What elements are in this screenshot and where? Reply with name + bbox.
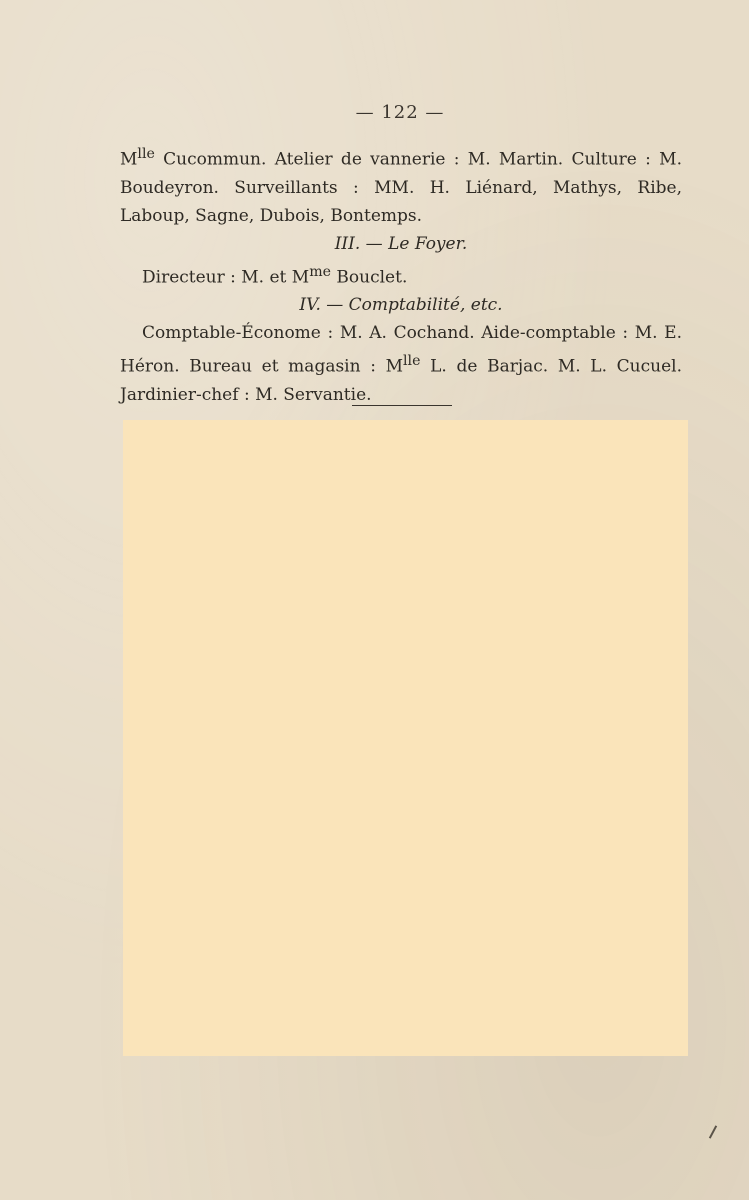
paragraph-text: Cucommun. Atelier de vannerie : M. Martin. Culture : M. Boudeyron. Surveillants : MM. H. Liénard, Mathys, Ribe, Laboup, Sagne, Dubois, Bontemps. <box>120 149 682 226</box>
page-number: — 122 — <box>355 102 445 123</box>
text-body <box>120 140 682 409</box>
superscript: me <box>309 263 332 280</box>
paragraph-staff <box>120 140 682 230</box>
section-heading-comptabilite: IV. — Comptabilité, etc. <box>299 295 503 316</box>
section-heading-foyer: III. — Le Foyer. <box>334 233 468 254</box>
paragraph-comptable <box>120 319 682 409</box>
paragraph-text: Comptable-Économe : M. A. Cochand. Aide-comptable : M. E. Héron. Bureau et magasin : M <box>120 323 682 377</box>
title-abbrev: M <box>120 149 138 170</box>
paragraph-directeur <box>120 258 682 292</box>
redaction-block <box>123 420 688 1056</box>
section-divider-rule <box>352 405 452 406</box>
stray-ink-mark <box>709 1125 717 1138</box>
paragraph-text: Bouclet. <box>331 267 408 288</box>
superscript: lle <box>137 146 155 162</box>
superscript: lle <box>403 353 421 370</box>
paragraph-text: L. de Barjac. M. L. Cucuel. Jardinier-chef : M. Servantie. <box>120 356 682 405</box>
paragraph-text: Directeur : M. et M <box>142 267 310 288</box>
